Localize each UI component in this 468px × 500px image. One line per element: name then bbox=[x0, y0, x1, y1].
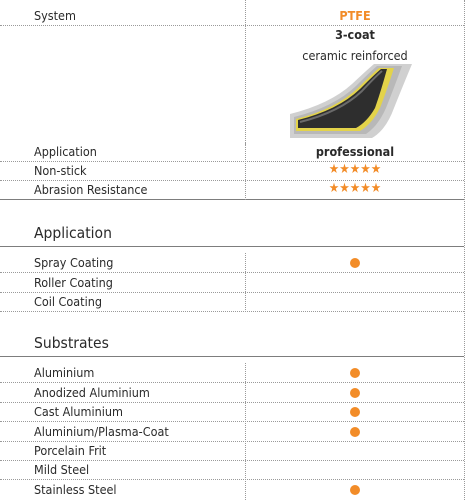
column-divider bbox=[245, 142, 246, 200]
marked-dot-icon bbox=[350, 407, 360, 417]
substrate-row bbox=[0, 402, 464, 422]
substrate-row bbox=[0, 363, 464, 383]
property-label: Abrasion Resistance bbox=[34, 182, 148, 197]
substrate-label: Porcelain Frit bbox=[34, 443, 107, 458]
application-row bbox=[0, 273, 464, 293]
application-label: Coil Coating bbox=[34, 294, 102, 309]
substrate-row bbox=[0, 422, 464, 442]
property-row-non-stick bbox=[0, 161, 464, 181]
section-rule bbox=[0, 356, 464, 357]
section-rule bbox=[0, 246, 464, 247]
system-label: System bbox=[34, 8, 76, 23]
coat-description: ceramic reinforced bbox=[302, 48, 408, 63]
substrate-row bbox=[0, 460, 464, 480]
substrate-label: Mild Steel bbox=[34, 462, 90, 477]
property-label: Non-stick bbox=[34, 163, 87, 178]
coat-count: 3-coat bbox=[335, 27, 375, 42]
coating-cross-section-image bbox=[290, 64, 420, 138]
system-details bbox=[246, 27, 464, 64]
marked-dot-icon bbox=[350, 368, 360, 378]
application-label: Spray Coating bbox=[34, 255, 114, 270]
star-rating-icon: ★★★★★ bbox=[328, 181, 382, 196]
substrate-label: Anodized Aluminium bbox=[34, 385, 150, 400]
substrates-section-title: Substrates bbox=[34, 334, 109, 352]
substrate-label: Cast Aluminium bbox=[34, 404, 123, 419]
substrate-label: Aluminium bbox=[34, 365, 95, 380]
application-row bbox=[0, 292, 464, 312]
marked-dot-icon bbox=[350, 485, 360, 495]
substrate-row bbox=[0, 441, 464, 461]
marked-dot-icon bbox=[350, 427, 360, 437]
system-value: PTFE bbox=[339, 8, 371, 23]
star-rating-icon: ★★★★★ bbox=[328, 162, 382, 177]
right-border bbox=[464, 0, 465, 500]
substrate-label: Aluminium/Plasma-Coat bbox=[34, 424, 169, 439]
substrate-row bbox=[0, 383, 464, 403]
system-row bbox=[0, 6, 464, 26]
application-label: Roller Coating bbox=[34, 275, 113, 290]
marked-dot-icon bbox=[350, 388, 360, 398]
application-row bbox=[0, 253, 464, 273]
column-divider bbox=[245, 363, 246, 500]
property-value: professional bbox=[315, 144, 395, 159]
property-row-abrasion-resistance bbox=[0, 180, 464, 200]
marked-dot-icon bbox=[350, 258, 360, 268]
substrate-row bbox=[0, 480, 464, 499]
application-section-title: Application bbox=[34, 224, 112, 242]
property-row-application bbox=[0, 142, 464, 162]
column-divider bbox=[245, 253, 246, 312]
property-label: Application bbox=[34, 144, 97, 159]
substrate-label: Stainless Steel bbox=[34, 482, 117, 497]
